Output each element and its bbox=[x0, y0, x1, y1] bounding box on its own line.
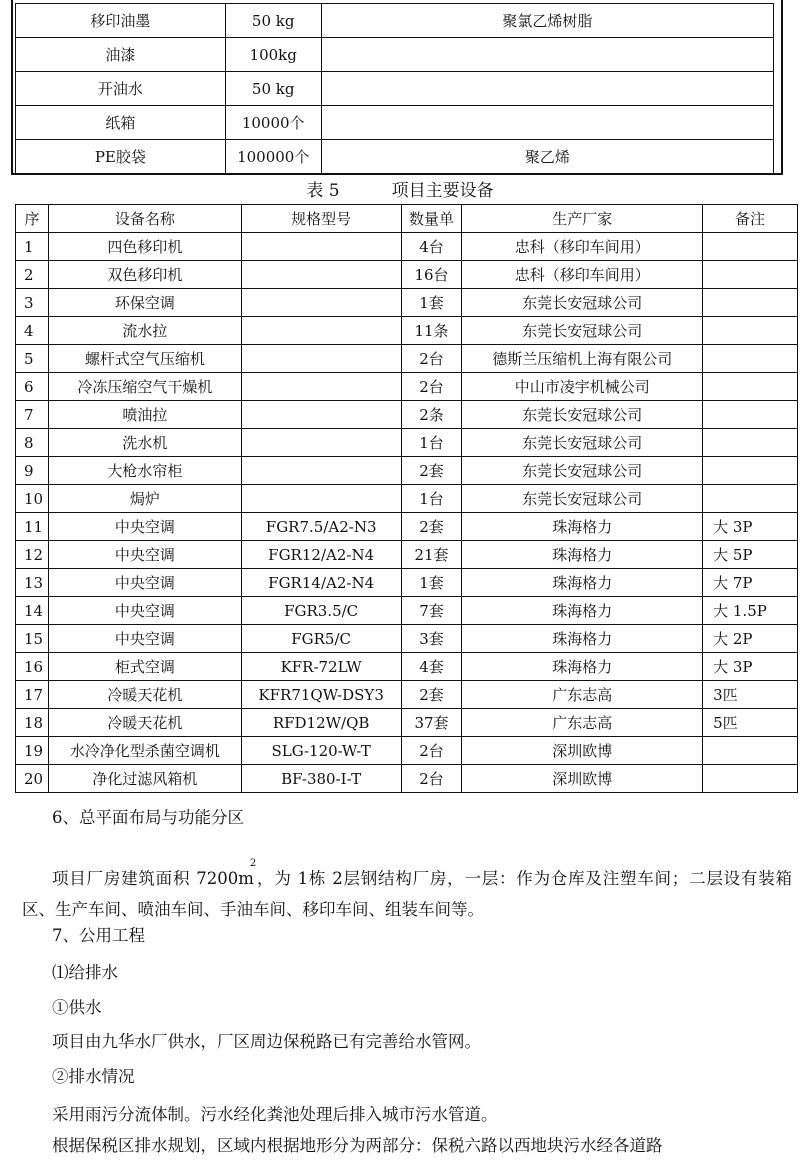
material-qty: 100000个 bbox=[225, 140, 321, 174]
col-model: KFR71QW-DSY3 bbox=[241, 681, 401, 709]
col-quantity: 2台 bbox=[401, 765, 462, 793]
col-index: 3 bbox=[16, 289, 49, 317]
col-index: 15 bbox=[16, 625, 49, 653]
col-manufacturer: 东莞长安冠球公司 bbox=[462, 457, 703, 485]
col-equipment-name: 中央空调 bbox=[48, 569, 241, 597]
col-quantity: 2套 bbox=[401, 513, 462, 541]
materials-table bbox=[15, 3, 774, 174]
col-index: 14 bbox=[16, 597, 49, 625]
col-index: 18 bbox=[16, 709, 49, 737]
col-model bbox=[241, 317, 401, 345]
material-row bbox=[16, 106, 774, 140]
col-index: 1 bbox=[16, 233, 49, 261]
col-remark bbox=[703, 233, 798, 261]
col-equipment-name: 中央空调 bbox=[48, 597, 241, 625]
col-index: 9 bbox=[16, 457, 49, 485]
col-equipment-name: 洗水机 bbox=[48, 429, 241, 457]
col-manufacturer: 东莞长安冠球公司 bbox=[462, 317, 703, 345]
col-model bbox=[241, 485, 401, 513]
equipment-table bbox=[15, 204, 798, 793]
col-index: 5 bbox=[16, 345, 49, 373]
col-equipment-name: 中央空调 bbox=[48, 625, 241, 653]
col-quantity: 21套 bbox=[401, 541, 462, 569]
equipment-table-header bbox=[16, 205, 798, 233]
col-equipment-name: 中央空调 bbox=[48, 541, 241, 569]
table-row bbox=[16, 317, 798, 345]
col-manufacturer: 深圳欧博 bbox=[462, 737, 703, 765]
table5-caption bbox=[0, 176, 800, 201]
section6-heading: 6、总平面布局与功能分区 bbox=[52, 808, 244, 827]
col-manufacturer: 德斯兰压缩机上海有限公司 bbox=[462, 345, 703, 373]
col-remark: 大 5P bbox=[703, 541, 798, 569]
col-quantity: 2套 bbox=[401, 457, 462, 485]
col-model bbox=[241, 233, 401, 261]
col-manufacturer: 东莞长安冠球公司 bbox=[462, 289, 703, 317]
col-quantity: 2台 bbox=[401, 737, 462, 765]
col-remark bbox=[703, 737, 798, 765]
col-model bbox=[241, 261, 401, 289]
col-index: 20 bbox=[16, 765, 49, 793]
col-index: 10 bbox=[16, 485, 49, 513]
col-equipment-name: 柜式空调 bbox=[48, 653, 241, 681]
section6-text-a: 项目厂房建筑面积 7200m bbox=[52, 869, 254, 888]
table-row bbox=[16, 513, 798, 541]
material-component: 聚氯乙烯树脂 bbox=[321, 4, 773, 38]
col-equipment-name: 喷油拉 bbox=[48, 401, 241, 429]
col-model: FGR7.5/A2-N3 bbox=[241, 513, 401, 541]
col-equipment-name: 四色移印机 bbox=[48, 233, 241, 261]
col-index: 6 bbox=[16, 373, 49, 401]
table-row bbox=[16, 709, 798, 737]
material-name: 油漆 bbox=[16, 38, 226, 72]
col-manufacturer: 珠海格力 bbox=[462, 513, 703, 541]
col-quantity: 37套 bbox=[401, 709, 462, 737]
col-quantity: 7套 bbox=[401, 597, 462, 625]
col-model bbox=[241, 289, 401, 317]
col-model bbox=[241, 429, 401, 457]
col-quantity: 1套 bbox=[401, 289, 462, 317]
table-row bbox=[16, 541, 798, 569]
col-remark: 大 2P bbox=[703, 625, 798, 653]
col-remark: 大 7P bbox=[703, 569, 798, 597]
material-qty: 50 kg bbox=[225, 4, 321, 38]
col-quantity: 1台 bbox=[401, 485, 462, 513]
col-index: 12 bbox=[16, 541, 49, 569]
col-index: 7 bbox=[16, 401, 49, 429]
table-row bbox=[16, 569, 798, 597]
col-quantity: 1套 bbox=[401, 569, 462, 597]
col-remark bbox=[703, 261, 798, 289]
col-manufacturer: 中山市凌宇机械公司 bbox=[462, 373, 703, 401]
col-manufacturer: 忠科（移印车间用） bbox=[462, 261, 703, 289]
col-manufacturer: 东莞长安冠球公司 bbox=[462, 429, 703, 457]
col-remark bbox=[703, 289, 798, 317]
material-row bbox=[16, 4, 774, 38]
col-index: 2 bbox=[16, 261, 49, 289]
col-quantity: 2台 bbox=[401, 345, 462, 373]
material-component bbox=[321, 38, 773, 72]
col-model: KFR-72LW bbox=[241, 653, 401, 681]
table-row bbox=[16, 289, 798, 317]
col-manufacturer: 珠海格力 bbox=[462, 653, 703, 681]
header-col-equipment-name: 设备名称 bbox=[48, 205, 241, 233]
col-quantity: 11条 bbox=[401, 317, 462, 345]
table5-title: 项目主要设备 bbox=[391, 181, 494, 201]
drainage-heading: ②排水情况 bbox=[52, 1067, 135, 1086]
col-equipment-name: 双色移印机 bbox=[48, 261, 241, 289]
table-row bbox=[16, 597, 798, 625]
col-model bbox=[241, 373, 401, 401]
material-row bbox=[16, 72, 774, 106]
col-model bbox=[241, 401, 401, 429]
col-equipment-name: 冷冻压缩空气干燥机 bbox=[48, 373, 241, 401]
table-row bbox=[16, 653, 798, 681]
col-model bbox=[241, 345, 401, 373]
header-col-quantity: 数量单 bbox=[401, 205, 462, 233]
drainage-text-1: 采用雨污分流体制。污水经化粪池处理后排入城市污水管道。 bbox=[52, 1105, 498, 1124]
col-quantity: 2台 bbox=[401, 373, 462, 401]
table-row bbox=[16, 625, 798, 653]
col-remark: 大 3P bbox=[703, 653, 798, 681]
col-equipment-name: 环保空调 bbox=[48, 289, 241, 317]
drainage-text-2: 根据保税区排水规划，区域内根据地形分为两部分：保税六路以西地块污水经各道路 bbox=[52, 1136, 663, 1155]
col-manufacturer: 珠海格力 bbox=[462, 541, 703, 569]
col-index: 16 bbox=[16, 653, 49, 681]
col-model: FGR3.5/C bbox=[241, 597, 401, 625]
col-quantity: 3套 bbox=[401, 625, 462, 653]
col-remark bbox=[703, 317, 798, 345]
col-index: 13 bbox=[16, 569, 49, 597]
col-manufacturer: 深圳欧博 bbox=[462, 765, 703, 793]
col-remark bbox=[703, 429, 798, 457]
table-row bbox=[16, 485, 798, 513]
material-qty: 100kg bbox=[225, 38, 321, 72]
material-name: PE胶袋 bbox=[16, 140, 226, 174]
col-equipment-name: 冷暖天花机 bbox=[48, 681, 241, 709]
header-col-remark: 备注 bbox=[703, 205, 798, 233]
col-quantity: 4台 bbox=[401, 233, 462, 261]
col-manufacturer: 广东志高 bbox=[462, 681, 703, 709]
col-model: FGR14/A2-N4 bbox=[241, 569, 401, 597]
col-manufacturer: 珠海格力 bbox=[462, 569, 703, 597]
table-row bbox=[16, 401, 798, 429]
table5-label: 表 5 bbox=[306, 181, 340, 201]
col-model: SLG-120-W-T bbox=[241, 737, 401, 765]
col-manufacturer: 东莞长安冠球公司 bbox=[462, 485, 703, 513]
col-equipment-name: 螺杆式空气压缩机 bbox=[48, 345, 241, 373]
material-component: 聚乙烯 bbox=[321, 140, 773, 174]
material-component bbox=[321, 106, 773, 140]
col-model bbox=[241, 457, 401, 485]
water-supply-heading: ①供水 bbox=[52, 998, 102, 1017]
col-quantity: 4套 bbox=[401, 653, 462, 681]
col-equipment-name: 冷暖天花机 bbox=[48, 709, 241, 737]
water-subheading: ⑴给排水 bbox=[52, 963, 118, 982]
section6-text-b: ，为 1栋 2层钢结构厂房，一层：作为仓库及注塑车间；二层设有装箱区、生产车间、喷油车间、手油车间、移印车间、组装车间等。 bbox=[22, 869, 792, 919]
section7-heading: 7、公用工程 bbox=[52, 926, 145, 945]
col-remark bbox=[703, 765, 798, 793]
header-col-index: 序 bbox=[16, 205, 49, 233]
material-qty: 50 kg bbox=[225, 72, 321, 106]
col-remark: 大 1.5P bbox=[703, 597, 798, 625]
header-col-manufacturer: 生产厂家 bbox=[462, 205, 703, 233]
col-equipment-name: 净化过滤风箱机 bbox=[48, 765, 241, 793]
col-index: 8 bbox=[16, 429, 49, 457]
material-row bbox=[16, 38, 774, 72]
section6-paragraph bbox=[22, 848, 792, 925]
material-qty: 10000个 bbox=[225, 106, 321, 140]
material-name: 移印油墨 bbox=[16, 4, 226, 38]
col-equipment-name: 中央空调 bbox=[48, 513, 241, 541]
col-model: BF-380-I-T bbox=[241, 765, 401, 793]
material-name: 开油水 bbox=[16, 72, 226, 106]
table-row bbox=[16, 765, 798, 793]
header-col-model: 规格型号 bbox=[241, 205, 401, 233]
col-remark bbox=[703, 401, 798, 429]
table-row bbox=[16, 373, 798, 401]
col-remark: 大 3P bbox=[703, 513, 798, 541]
col-quantity: 2条 bbox=[401, 401, 462, 429]
table-row bbox=[16, 737, 798, 765]
col-index: 11 bbox=[16, 513, 49, 541]
col-model: FGR5/C bbox=[241, 625, 401, 653]
col-remark: 3匹 bbox=[703, 681, 798, 709]
table-row bbox=[16, 429, 798, 457]
material-component bbox=[321, 72, 773, 106]
col-index: 4 bbox=[16, 317, 49, 345]
col-manufacturer: 珠海格力 bbox=[462, 625, 703, 653]
area-unit-superscript: 2 bbox=[249, 858, 257, 869]
col-manufacturer: 广东志高 bbox=[462, 709, 703, 737]
col-remark bbox=[703, 457, 798, 485]
col-quantity: 1台 bbox=[401, 429, 462, 457]
water-supply-text: 项目由九华水厂供水，厂区周边保税路已有完善给水管网。 bbox=[52, 1032, 481, 1051]
col-equipment-name: 流水拉 bbox=[48, 317, 241, 345]
col-index: 19 bbox=[16, 737, 49, 765]
col-manufacturer: 东莞长安冠球公司 bbox=[462, 401, 703, 429]
col-remark bbox=[703, 485, 798, 513]
table-row bbox=[16, 681, 798, 709]
col-model: RFD12W/QB bbox=[241, 709, 401, 737]
table-row bbox=[16, 233, 798, 261]
col-remark: 5匹 bbox=[703, 709, 798, 737]
table-row bbox=[16, 457, 798, 485]
col-remark bbox=[703, 373, 798, 401]
col-remark bbox=[703, 345, 798, 373]
col-equipment-name: 大枪水帘柜 bbox=[48, 457, 241, 485]
col-manufacturer: 珠海格力 bbox=[462, 597, 703, 625]
col-equipment-name: 水冷净化型杀菌空调机 bbox=[48, 737, 241, 765]
col-model: FGR12/A2-N4 bbox=[241, 541, 401, 569]
col-quantity: 2套 bbox=[401, 681, 462, 709]
col-index: 17 bbox=[16, 681, 49, 709]
col-quantity: 16台 bbox=[401, 261, 462, 289]
table-row bbox=[16, 345, 798, 373]
table-row bbox=[16, 261, 798, 289]
col-equipment-name: 焗炉 bbox=[48, 485, 241, 513]
material-row bbox=[16, 140, 774, 174]
material-name: 纸箱 bbox=[16, 106, 226, 140]
col-manufacturer: 忠科（移印车间用） bbox=[462, 233, 703, 261]
